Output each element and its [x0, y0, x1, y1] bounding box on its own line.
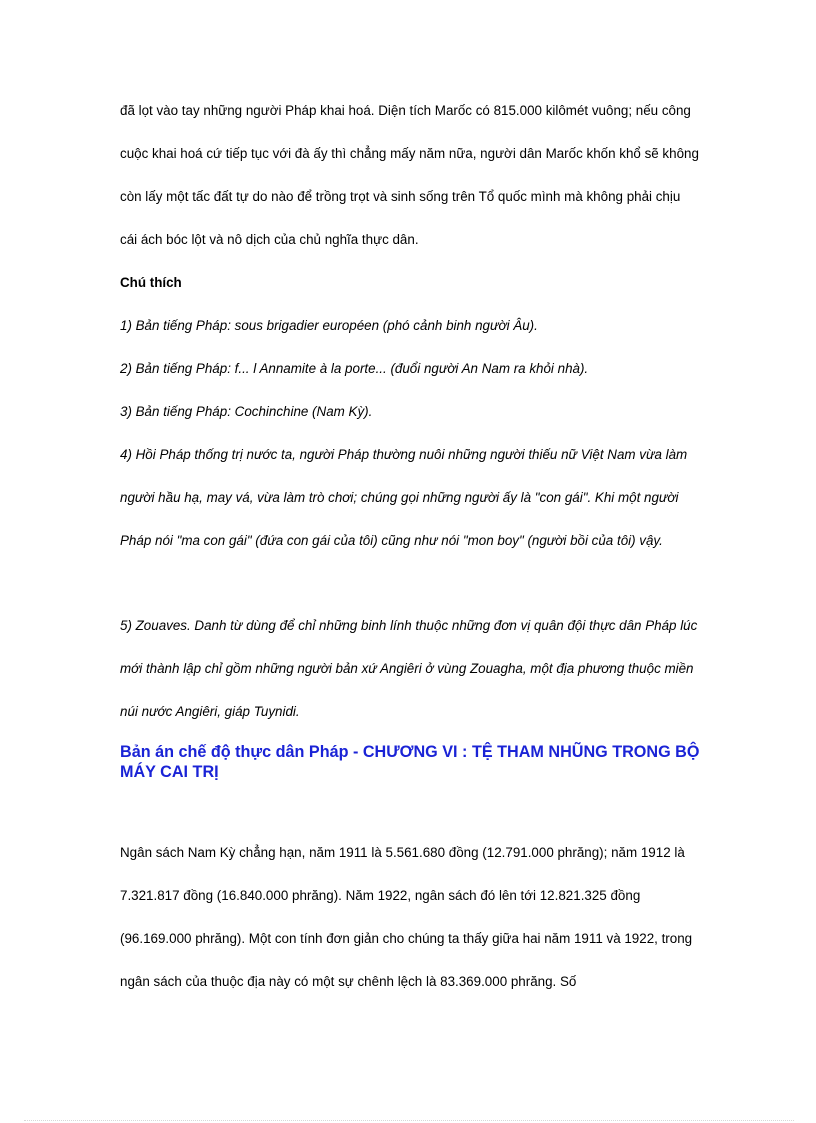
notes-heading: Chú thích [120, 275, 182, 290]
intro-paragraph: đã lọt vào tay những người Pháp khai hoá. Diện tích Marốc có 815.000 kilômét vuông; nếu công cuộc khai hoá cứ tiếp tục với đà ấy thì chẳng mấy năm nữa, người dân Marốc khốn khổ sẽ không còn lấy một tấc đất tự do nào để trồng trọt và sinh sống trên Tổ quốc mình mà không phải chịu cái ách bóc lột và nô dịch của chủ nghĩa thực dân. [120, 103, 699, 247]
page-bottom-divider [24, 1120, 794, 1121]
chapter-paragraph: Ngân sách Nam Kỳ chẳng hạn, năm 1911 là 5.561.680 đồng (12.791.000 phrăng); năm 1912 là 7.321.817 đồng (16.840.000 phrăng). Năm 1922, ngân sách đó lên tới 12.821.325 đồng (96.169.000 phrăng). Một con tính đơn giản cho chúng ta thấy giữa hai năm 1911 và 1922, trong ngân sách của thuộc địa này có một sự chênh lệch là 83.369.000 phrăng. Số [120, 845, 693, 989]
note-4: 4) Hồi Pháp thống trị nước ta, người Pháp thường nuôi những người thiếu nữ Việt Nam vừa làm người hầu hạ, may vá, vừa làm trò chơi; chúng gọi những người ấy là "con gái". Khi một người Pháp nói "ma con gái" (đứa con gái của tôi) cũng như nói "mon boy" (người bồi của tôi) vậy. [120, 447, 688, 548]
note-3: 3) Bản tiếng Pháp: Cochinchine (Nam Kỳ). [120, 404, 373, 419]
note-1: 1) Bản tiếng Pháp: sous brigadier européen (phó cảnh binh người Âu). [120, 318, 538, 333]
note-2: 2) Bản tiếng Pháp: f... l Annamite à la porte... (đuổi người An Nam ra khỏi nhà). [120, 361, 589, 376]
chapter-title: Bản án chế độ thực dân Pháp - CHƯƠNG VI : TỆ THAM NHŨNG TRONG BỘ MÁY CAI TRỊ [120, 743, 700, 781]
note-5: 5) Zouaves. Danh từ dùng để chỉ những binh lính thuộc những đơn vị quân đội thực dân Pháp lúc mới thành lập chỉ gồm những người bản xứ Angiêri ở vùng Zouagha, một địa phương thuộc miền núi nước Angiêri, giáp Tuynidi. [120, 618, 698, 719]
